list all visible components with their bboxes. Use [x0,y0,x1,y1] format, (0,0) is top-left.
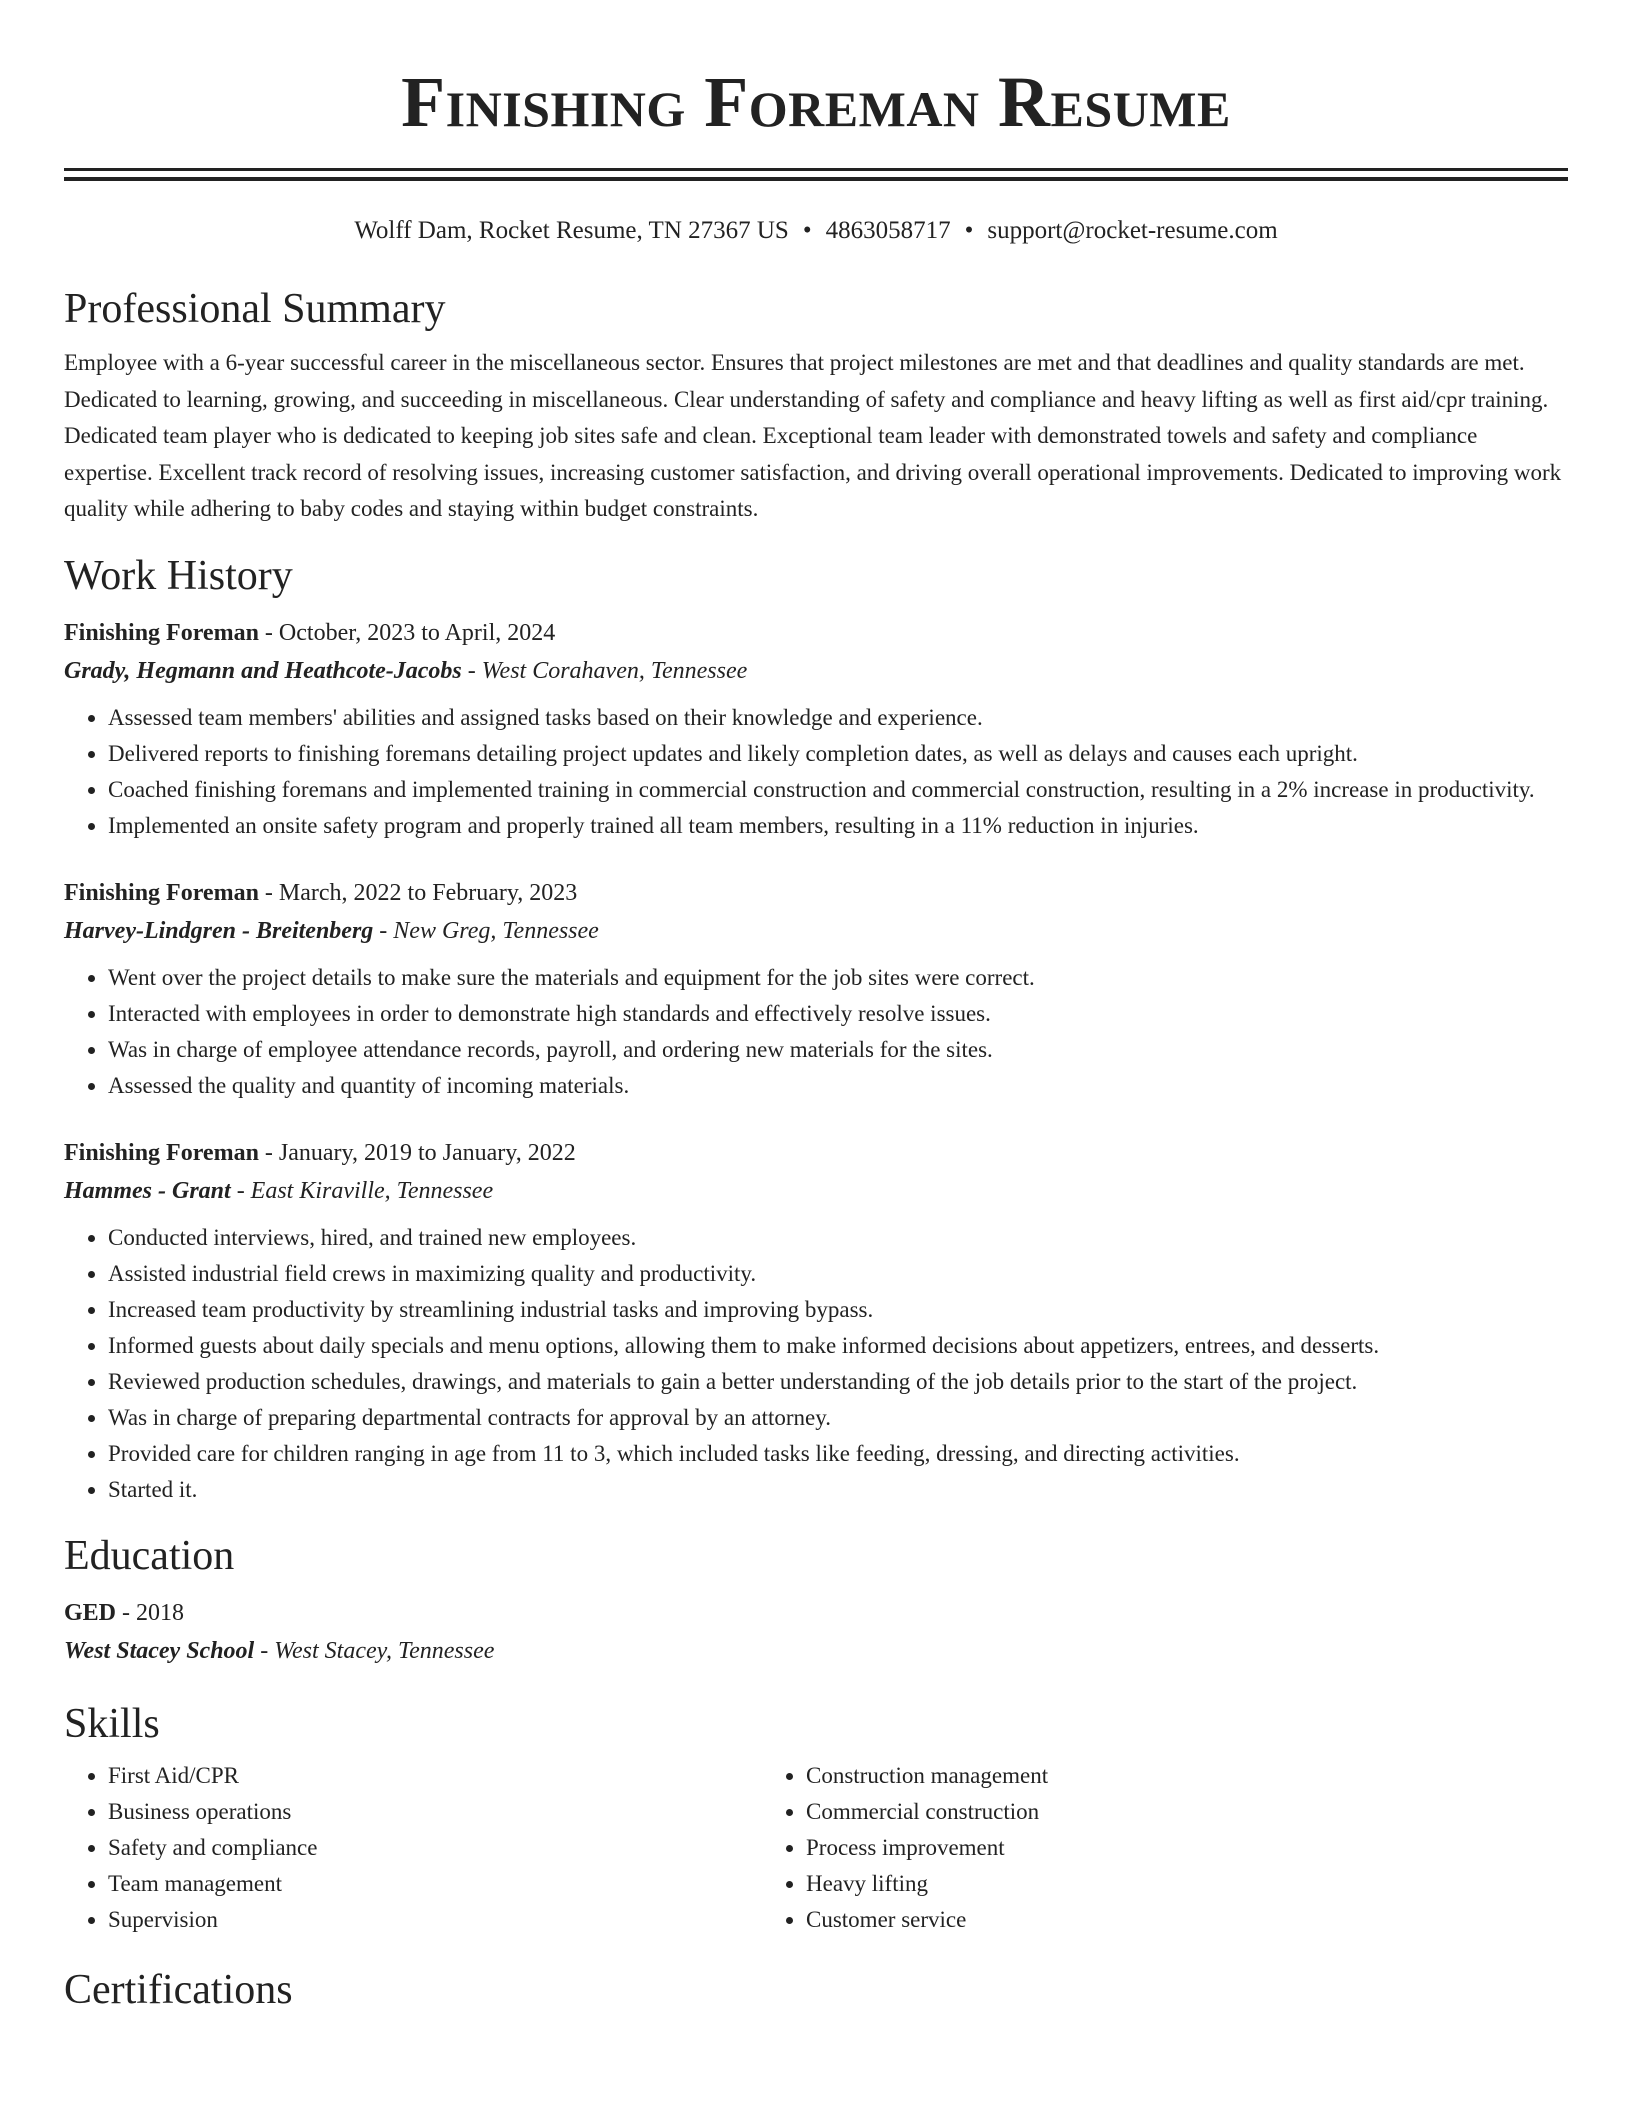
list-item: • Commercial construction [806,1794,1460,1830]
title-divider-top [64,168,1568,171]
list-item: • Business operations [108,1794,762,1830]
job-employer [64,652,1568,690]
list-item: • Conducted interviews, hired, and trained new employees. [108,1220,1568,1256]
education-year: - 2018 [116,1599,185,1626]
certifications-heading: Certifications [64,1966,293,2013]
job-title: Finishing Foreman [64,1139,259,1166]
job-company: Harvey-Lindgren - Breitenberg [64,917,374,944]
contact-separator: • [964,217,974,244]
job-title: Finishing Foreman [64,879,259,906]
education-heading: Education [64,1532,235,1579]
job-header [64,614,1568,652]
list-item: • Team management [108,1866,762,1902]
list-item: • Construction management [806,1758,1460,1794]
job-entry [64,874,1568,1104]
list-item: • Assisted industrial field crews in maximizing quality and productivity. [108,1256,1568,1292]
contact-email: support@rocket-resume.com [987,217,1278,244]
job-location: - East Kiraville, Tennessee [230,1177,494,1204]
job-company: Hammes - Grant [64,1177,231,1204]
summary-heading: Professional Summary [64,286,446,332]
education-entry [64,1594,1568,1670]
job-dates: - March, 2022 to February, 2023 [258,879,578,906]
list-item: • First Aid/CPR [108,1758,762,1794]
list-item: • Provided care for children ranging in age from 11 to 3, which included tasks like feeding, dressing, and directing activities. [108,1436,1568,1472]
skills-list [64,1758,1568,1938]
contact-address: Wolff Dam, Rocket Resume, TN 27367 US [354,217,789,244]
job-entry [64,1134,1568,1508]
title-divider-bottom [64,177,1568,181]
job-employer [64,1172,1568,1210]
job-dates: - January, 2019 to January, 2022 [258,1139,576,1166]
job-location: - New Greg, Tennessee [373,917,599,944]
list-item: • Was in charge of preparing departmental contracts for approval by an attorney. [108,1400,1568,1436]
skills-column-left [64,1758,762,1938]
contact-separator: • [802,217,812,244]
list-item: • Interacted with employees in order to demonstrate high standards and effectively resolve issues. [108,996,1568,1032]
list-item: • Reviewed production schedules, drawings, and materials to gain a better understanding of the job details prior to the start of the project. [108,1364,1568,1400]
job-duties [64,1220,1568,1508]
education-school-line [64,1632,1568,1670]
list-item: • Assessed the quality and quantity of incoming materials. [108,1068,1568,1104]
list-item: • Customer service [806,1902,1460,1938]
list-item: • Safety and compliance [108,1830,762,1866]
list-item: • Went over the project details to make sure the materials and equipment for the job sites were correct. [108,960,1568,996]
job-header [64,874,1568,912]
list-item: • Process improvement [806,1830,1460,1866]
list-item: • Heavy lifting [806,1866,1460,1902]
list-item: • Was in charge of employee attendance records, payroll, and ordering new materials for the sites. [108,1032,1568,1068]
list-item: • Coached finishing foremans and implemented training in commercial construction and commercial construction, resulting in a 2% increase in productivity. [108,772,1568,808]
skills-column-right [762,1758,1460,1938]
skills-heading: Skills [64,1700,160,1747]
job-duties [64,700,1568,844]
job-header [64,1134,1568,1172]
list-item: • Delivered reports to finishing foremans detailing project updates and likely completion dates, as well as delays and causes each upright. [108,736,1568,772]
job-duties [64,960,1568,1104]
job-location: - West Corahaven, Tennessee [461,657,748,684]
job-entry [64,614,1568,844]
contact-line [64,215,1568,247]
list-item: • Implemented an onsite safety program and properly trained all team members, resulting in a 11% reduction in injuries. [108,808,1568,844]
job-title: Finishing Foreman [64,619,259,646]
resume-title: Finishing Foreman Resume [401,62,1231,142]
education-location: - West Stacey, Tennessee [254,1637,495,1664]
job-employer [64,912,1568,950]
summary-text: Employee with a 6-year successful career in the miscellaneous sector. Ensures that project milestones are met and that deadlines and quality standards are met. Dedicated to learning, growing, and succeeding in miscellaneous. Clear understanding of safety and compliance and heavy lifting as well as first aid/cpr training. Dedicated team player who is dedicated to keeping job sites safe and clean. Exceptional team leader with demonstrated towels and safety and compliance expertise. Excellent track record of resolving issues, increasing customer satisfaction, and driving overall operational improvements. Dedicated to improving work quality while adhering to baby codes and staying within budget constraints. [64,350,1562,521]
education-degree: GED [64,1599,117,1626]
work-history-heading: Work History [64,552,293,599]
list-item: • Supervision [108,1902,762,1938]
education-school: West Stacey School [64,1637,255,1664]
list-item: • Increased team productivity by streamlining industrial tasks and improving bypass. [108,1292,1568,1328]
contact-phone: 4863058717 [825,217,951,244]
job-dates: - October, 2023 to April, 2024 [258,619,556,646]
list-item: • Started it. [108,1472,1568,1508]
list-item: • Informed guests about daily specials and menu options, allowing them to make informed decisions about appetizers, entrees, and desserts. [108,1328,1568,1364]
job-company: Grady, Hegmann and Heathcote-Jacobs [64,657,462,684]
list-item: • Assessed team members' abilities and assigned tasks based on their knowledge and experience. [108,700,1568,736]
education-degree-line [64,1594,1568,1632]
